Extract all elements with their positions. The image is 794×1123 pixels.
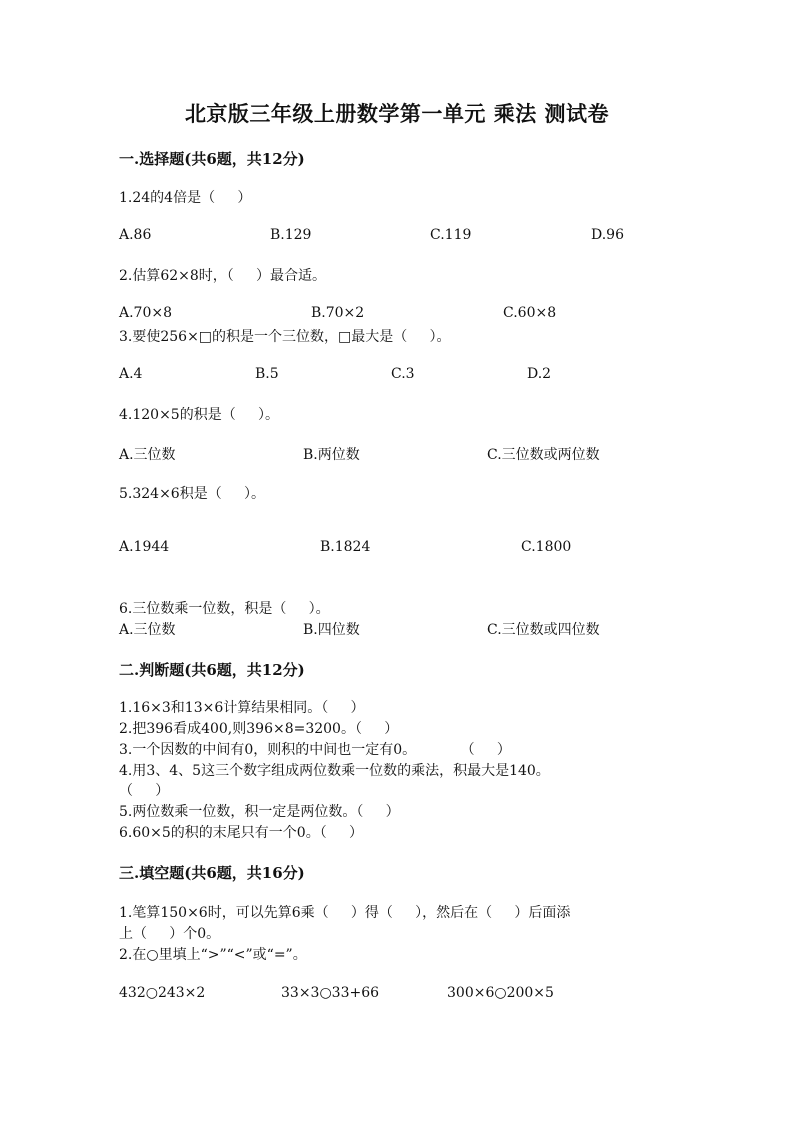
q4-option-b: B.两位数 — [303, 447, 360, 463]
q6-option-c: C.三位数或四位数 — [487, 622, 600, 638]
q1-option-a: A.86 — [119, 227, 152, 243]
question-3: 3.要使256×□的积是一个三位数，□最大是（ ）。 — [119, 329, 451, 345]
fill-item-2: 2.在○里填上“>”“<”或“=”。 — [119, 947, 307, 963]
q4-option-a: A.三位数 — [119, 447, 176, 463]
judge-item-3: 3.一个因数的中间有0，则积的中间也一定有0。 （ ） — [119, 742, 511, 758]
judge-item-1: 1.16×3和13×6计算结果相同。（ ） — [119, 700, 365, 716]
section-heading-judge: 二.判断题(共6题，共12分) — [119, 661, 305, 679]
q5-option-a: A.1944 — [119, 539, 170, 555]
q2-option-a: A.70×8 — [119, 305, 173, 321]
comparison-1: 432○243×2 — [119, 985, 206, 1001]
question-2: 2.估算62×8时，（ ）最合适。 — [119, 268, 327, 284]
fill-item-1-cont: 上（ ）个0。 — [119, 926, 221, 942]
q6-option-a: A.三位数 — [119, 622, 176, 638]
judge-item-2: 2.把396看成400,则396×8=3200。（ ） — [119, 721, 399, 737]
judge-item-5: 5.两位数乘一位数，积一定是两位数。（ ） — [119, 804, 400, 820]
q3-option-c: C.3 — [391, 366, 415, 382]
q1-option-b: B.129 — [270, 227, 312, 243]
comparison-2: 33×3○33+66 — [281, 985, 380, 1001]
comparison-3: 300×6○200×5 — [447, 985, 554, 1001]
question-4: 4.120×5的积是（ ）。 — [119, 407, 279, 423]
question-5: 5.324×6积是（ ）。 — [119, 486, 265, 502]
q5-option-c: C.1800 — [521, 539, 572, 555]
question-6: 6.三位数乘一位数，积是（ ）。 — [119, 601, 330, 617]
q4-option-c: C.三位数或两位数 — [487, 447, 600, 463]
section-heading-choice: 一.选择题(共6题，共12分) — [119, 150, 305, 168]
q5-option-b: B.1824 — [320, 539, 371, 555]
fill-item-1: 1.笔算150×6时，可以先算6乘（ ）得（ ），然后在（ ）后面添 — [119, 905, 571, 921]
q6-option-b: B.四位数 — [303, 622, 360, 638]
q3-option-b: B.5 — [255, 366, 279, 382]
judge-item-4-bracket: （ ） — [119, 783, 170, 799]
judge-item-6: 6.60×5的积的末尾只有一个0。（ ） — [119, 825, 363, 841]
judge-item-4: 4.用3、4、5这三个数字组成两位数乘一位数的乘法，积最大是140。 — [119, 763, 550, 779]
q1-option-d: D.96 — [591, 227, 624, 243]
question-1: 1.24的4倍是（ ） — [119, 190, 252, 206]
q2-option-b: B.70×2 — [311, 305, 365, 321]
q3-option-a: A.4 — [119, 366, 143, 382]
q2-option-c: C.60×8 — [503, 305, 557, 321]
q3-option-d: D.2 — [527, 366, 552, 382]
section-heading-fill: 三.填空题(共6题，共16分) — [119, 864, 305, 882]
page-title: 北京版三年级上册数学第一单元 乘法 测试卷 — [184, 101, 610, 126]
q1-option-c: C.119 — [430, 227, 472, 243]
